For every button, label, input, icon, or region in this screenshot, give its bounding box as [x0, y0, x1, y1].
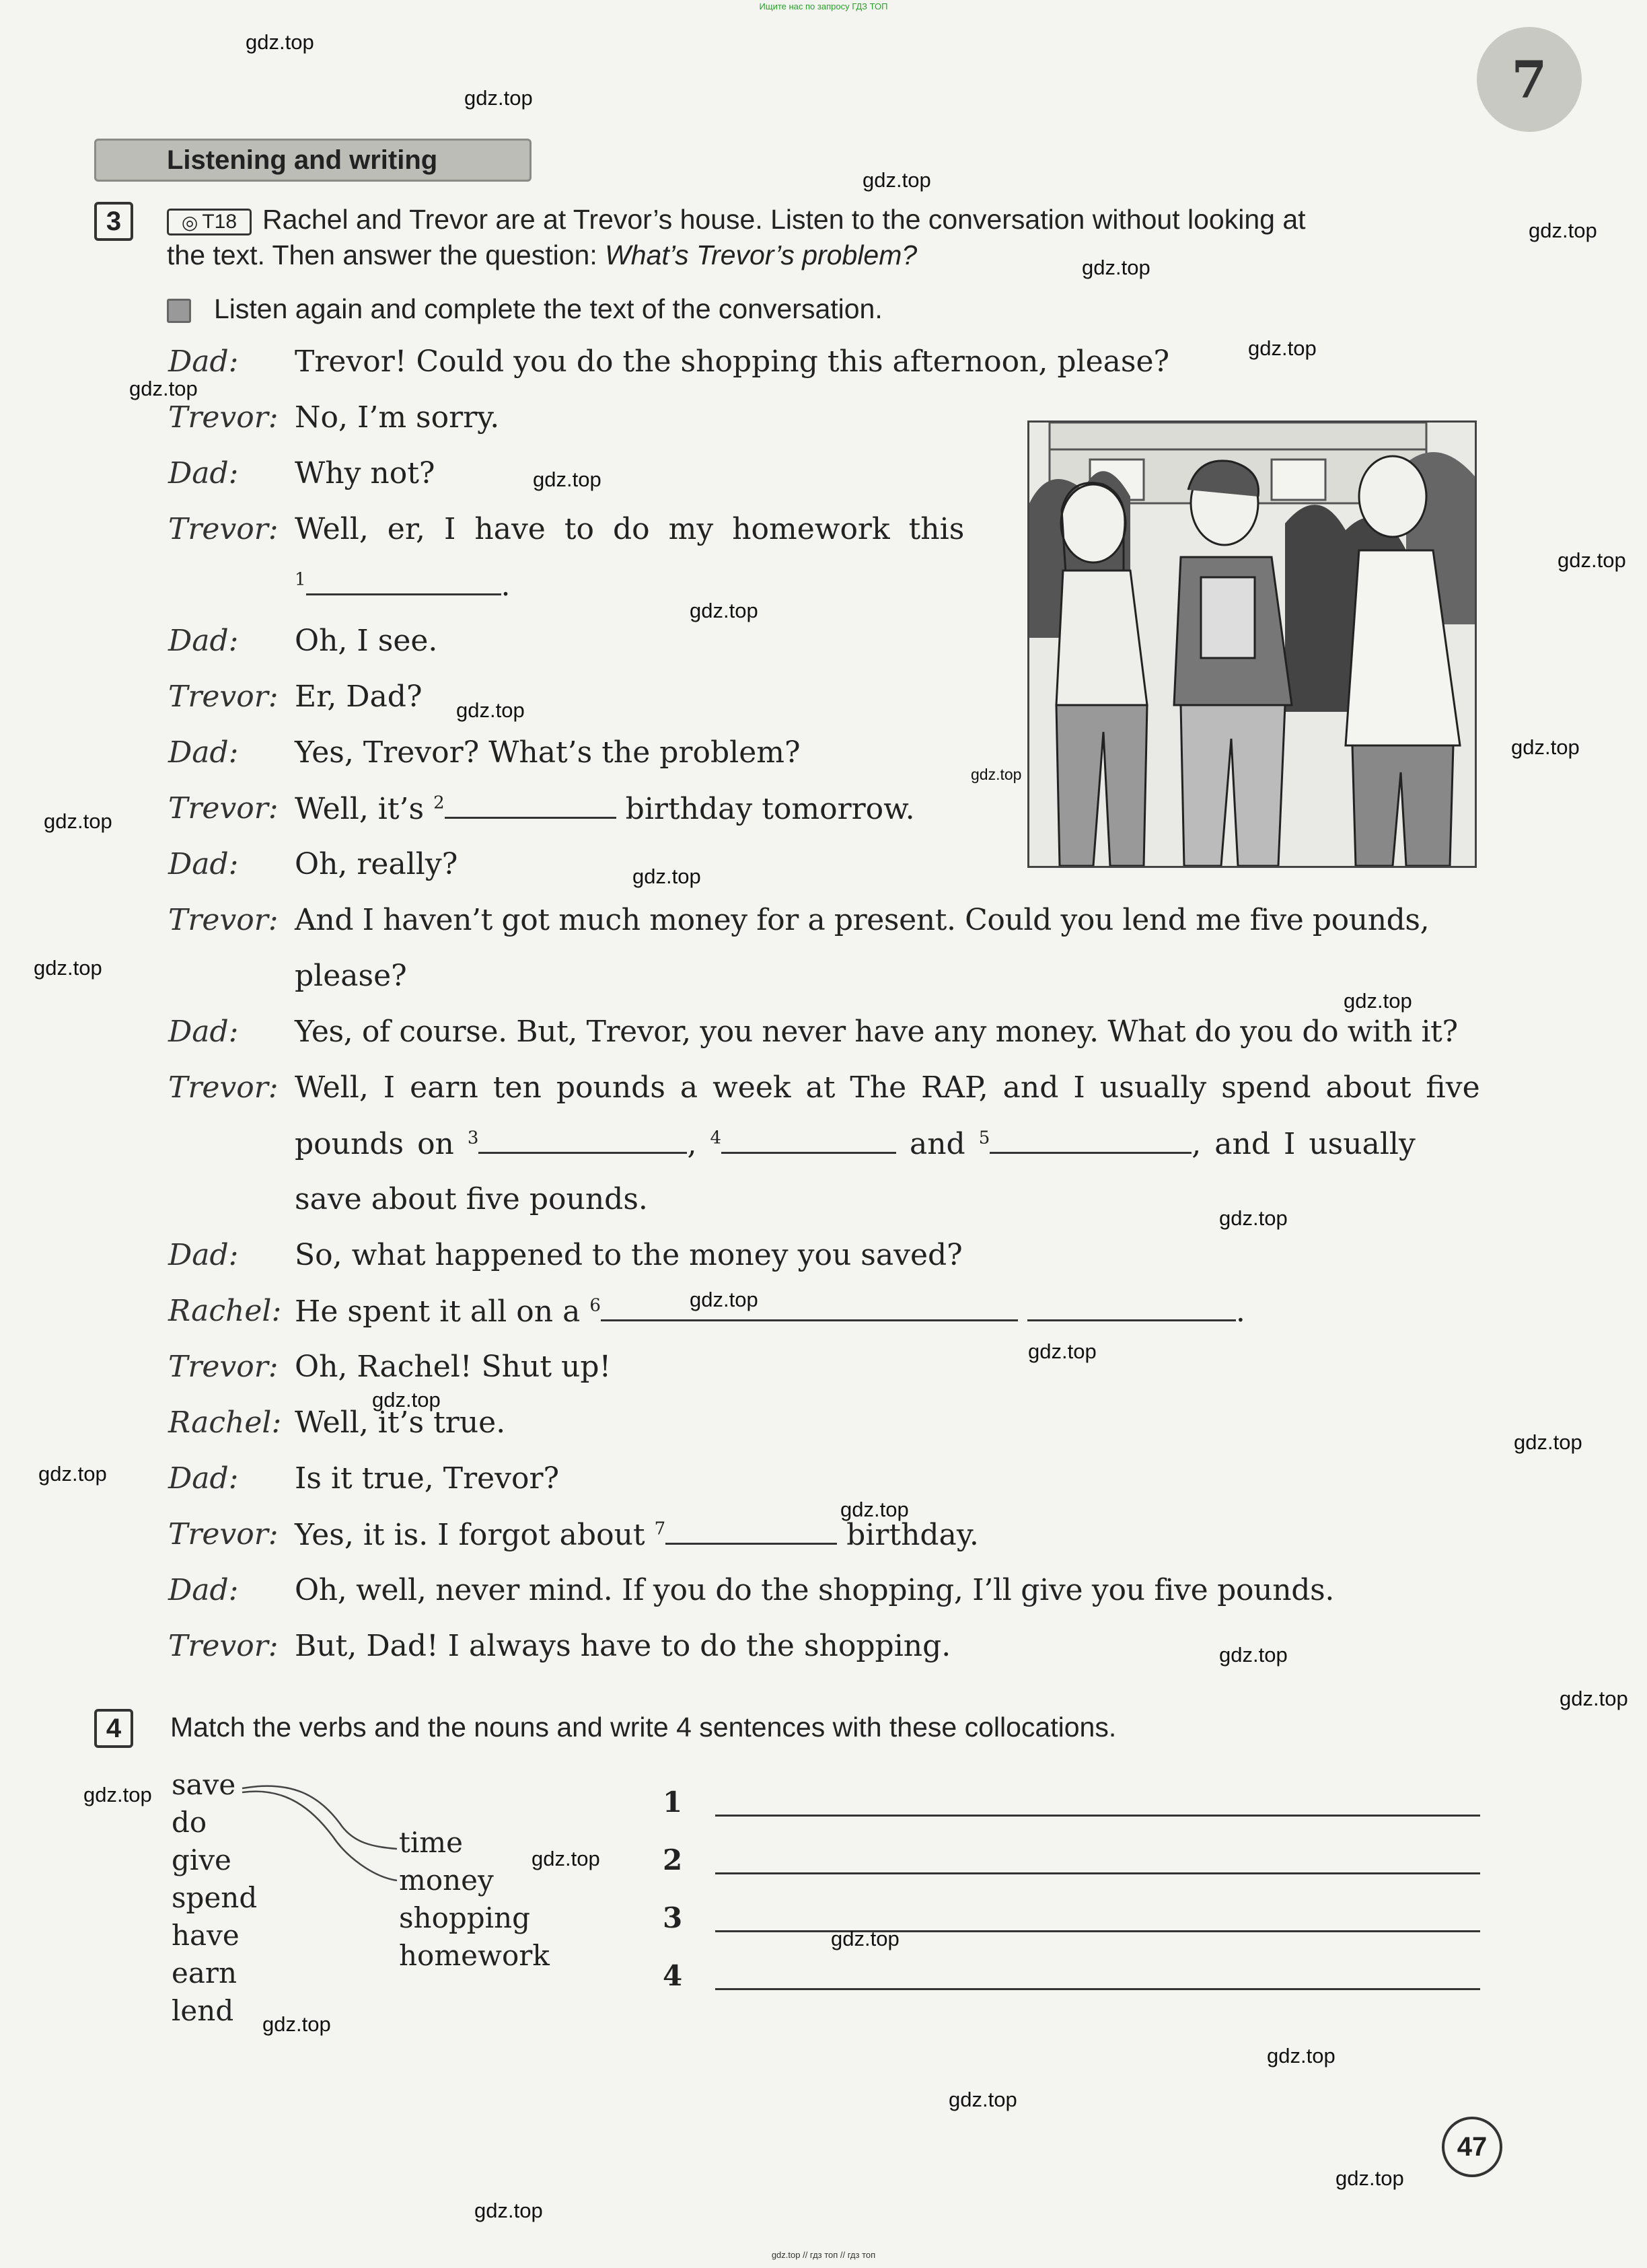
gap-7[interactable]	[665, 1517, 837, 1545]
watermark: gdz.top	[1558, 548, 1626, 572]
cd-icon: ◎	[181, 211, 198, 233]
watermark: gdz.top	[1344, 989, 1412, 1013]
gap-5[interactable]	[990, 1126, 1192, 1154]
watermark: gdz.top	[533, 468, 601, 491]
audio-track-badge[interactable]	[167, 209, 252, 235]
noun-item: money	[399, 1864, 494, 1897]
gap-4[interactable]	[721, 1126, 896, 1154]
verb-item: earn	[172, 1956, 237, 1989]
watermark: gdz.top	[38, 1462, 107, 1486]
watermark: gdz.top	[1514, 1430, 1582, 1454]
watermark: gdz.top	[83, 1783, 152, 1806]
chapter-badge: 7	[1477, 27, 1582, 132]
noun-item: shopping	[399, 1901, 531, 1934]
answer-number: 3	[663, 1901, 683, 1934]
verb-item: save	[172, 1768, 236, 1801]
gap-6b[interactable]	[1027, 1294, 1236, 1321]
watermark: gdz.top	[129, 377, 198, 400]
gap-2[interactable]	[445, 791, 616, 819]
watermark: gdz.top	[246, 30, 314, 54]
gap-3[interactable]	[478, 1126, 687, 1154]
bottom-banner: gdz.top // гдз топ // гдз топ	[771, 2250, 876, 2260]
gap-6a[interactable]	[601, 1294, 1018, 1321]
page-number: 47	[1442, 2117, 1502, 2177]
watermark: gdz.top	[1082, 256, 1150, 279]
watermark: gdz.top	[1560, 1687, 1628, 1710]
watermark: gdz.top	[474, 2199, 543, 2222]
answer-line-2[interactable]	[715, 1872, 1480, 1874]
watermark: gdz.top	[831, 1927, 900, 1950]
example-match-lines	[239, 1776, 400, 1884]
watermark: gdz.top	[1267, 2044, 1335, 2068]
watermark: gdz.top	[262, 2012, 331, 2036]
listen-again-icon	[167, 299, 191, 323]
watermark: gdz.top	[863, 168, 931, 192]
exercise-4-number: 4	[94, 1709, 133, 1748]
track-label: T18	[202, 211, 237, 233]
answer-line-3[interactable]	[715, 1930, 1480, 1932]
watermark: gdz.top	[1529, 219, 1597, 242]
watermark: gdz.top	[690, 599, 758, 622]
answer-number: 4	[663, 1959, 683, 1992]
watermark: gdz.top	[1028, 1340, 1097, 1363]
exercise-3-number: 3	[94, 202, 133, 241]
exercise-3-instruction: Rachel and Trevor are at Trevor’s house. Listen to the conversation without looking at	[262, 204, 1306, 235]
answer-number: 2	[663, 1843, 683, 1876]
noun-item: homework	[399, 1939, 550, 1972]
exercise-3-question: What’s Trevor’s problem?	[605, 240, 918, 270]
watermark: gdz.top	[690, 1288, 758, 1311]
watermark: gdz.top	[971, 766, 1022, 783]
exercise-3-instruction-2: Listen again and complete the text of the conversation.	[214, 293, 883, 324]
answer-number: 1	[663, 1786, 683, 1819]
verb-item: give	[172, 1843, 231, 1876]
watermark: gdz.top	[632, 865, 701, 888]
section-title: Listening and writing	[94, 139, 532, 182]
noun-item: time	[399, 1826, 463, 1859]
watermark: gdz.top	[34, 956, 102, 980]
top-banner: Ищите нас по запросу ГДЗ ТОП	[759, 1, 888, 11]
watermark: gdz.top	[372, 1388, 441, 1412]
verb-item: lend	[172, 1994, 234, 2027]
watermark: gdz.top	[464, 86, 533, 110]
watermark: gdz.top	[949, 2088, 1017, 2111]
exercise-4-instruction: Match the verbs and the nouns and write 4 sentences with these collocations.	[170, 1712, 1117, 1743]
watermark: gdz.top	[1335, 2166, 1404, 2190]
watermark: gdz.top	[456, 698, 525, 722]
watermark: gdz.top	[1248, 336, 1317, 360]
answer-line-4[interactable]	[715, 1988, 1480, 1990]
watermark: gdz.top	[1511, 735, 1580, 759]
illustration-three-people	[1027, 420, 1477, 868]
verb-item: do	[172, 1806, 207, 1839]
watermark: gdz.top	[44, 809, 112, 833]
verb-item: have	[172, 1919, 240, 1952]
verb-item: spend	[172, 1881, 258, 1914]
answer-line-1[interactable]	[715, 1815, 1480, 1817]
watermark: gdz.top	[840, 1498, 909, 1521]
watermark: gdz.top	[1219, 1206, 1288, 1230]
gap-1[interactable]	[306, 568, 501, 595]
watermark: gdz.top	[532, 1847, 600, 1870]
watermark: gdz.top	[1219, 1643, 1288, 1667]
exercise-3-instruction-cont: the text. Then answer the question: What’s Trevor’s problem?	[167, 240, 918, 270]
